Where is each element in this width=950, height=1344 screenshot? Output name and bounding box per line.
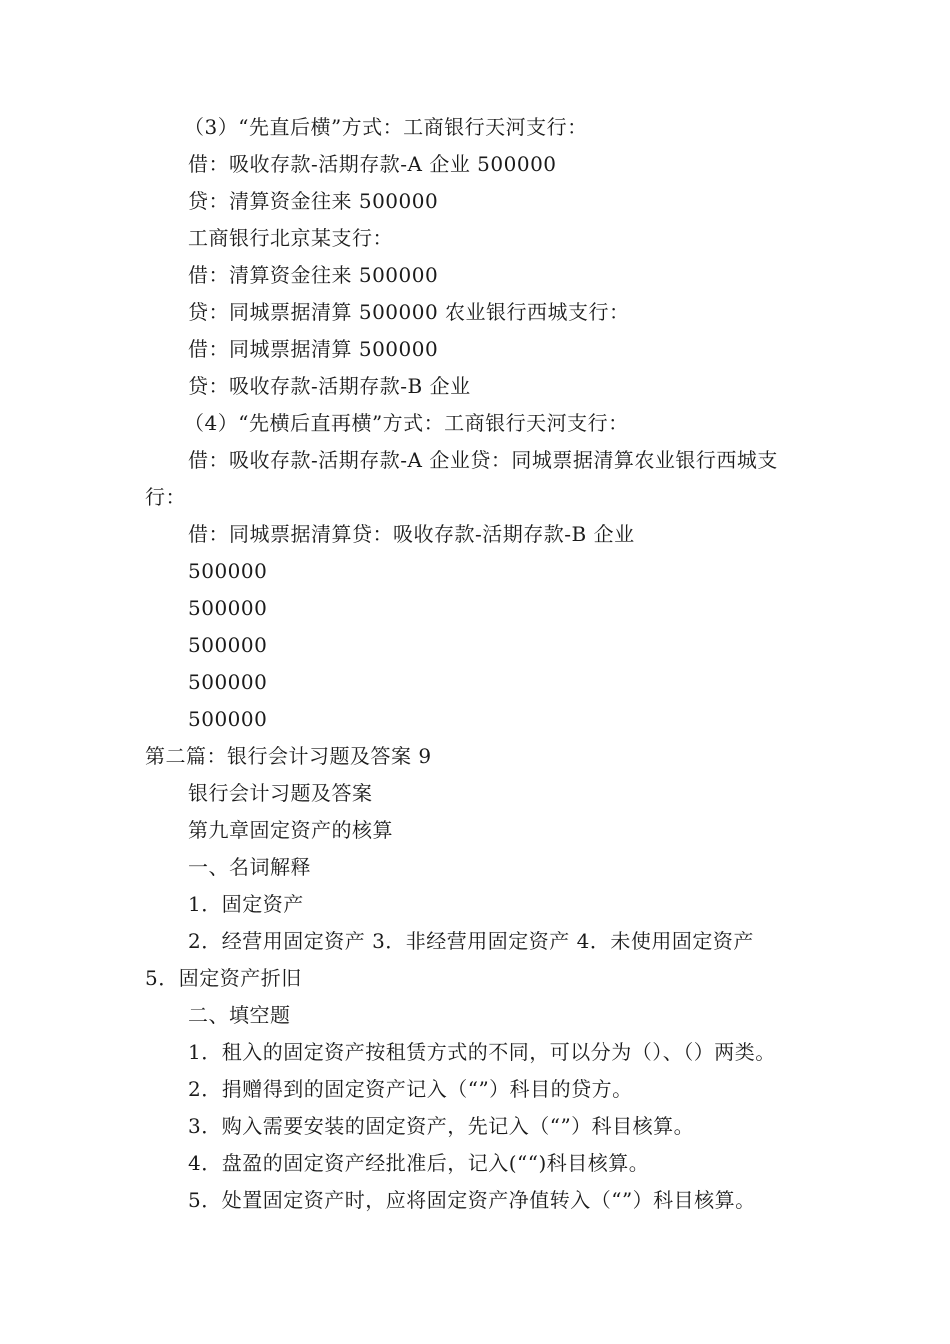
chapter-title: 第九章固定资产的核算 xyxy=(188,818,393,842)
term-item: 2．经营用固定资产 3．非经营用固定资产 4．未使用固定资产 xyxy=(188,929,754,953)
text-line-beijing-branch: 工商银行北京某支行： xyxy=(188,226,393,250)
text-line-debit-clearing: 借：清算资金往来 500000 xyxy=(188,263,439,287)
question-item: 5．处置固定资产时，应将固定资产净值转入（“”）科目核算。 xyxy=(188,1188,756,1212)
question-item: 2．捐赠得到的固定资产记入（“”）科目的贷方。 xyxy=(188,1077,633,1101)
section-heading-terms: 一、名词解释 xyxy=(188,855,311,879)
text-line-debit-credit-b: 借：同城票据清算贷：吸收存款-活期存款-B 企业 xyxy=(188,522,635,546)
text-line-debit-a-credit: 借：吸收存款-活期存款-A 企业贷：同城票据清算农业银行西城支 xyxy=(188,448,778,472)
amount-line: 500000 xyxy=(188,633,268,657)
text-line-credit-b: 贷：吸收存款-活期存款-B 企业 xyxy=(188,374,471,398)
text-line-method-4: （4）“先横后直再横”方式：工商银行天河支行： xyxy=(184,411,629,435)
amount-line: 500000 xyxy=(188,707,268,731)
text-line-credit-city-clearing: 贷：同城票据清算 500000 农业银行西城支行： xyxy=(188,300,630,324)
question-item: 1．租入的固定资产按租赁方式的不同，可以分为（）、（）两类。 xyxy=(188,1040,776,1064)
text-line-credit-clearing: 贷：清算资金往来 500000 xyxy=(188,189,439,213)
text-line-debit-a: 借：吸收存款-活期存款-A 企业 500000 xyxy=(188,152,557,176)
section-heading-fill-blank: 二、填空题 xyxy=(188,1003,291,1027)
amount-line: 500000 xyxy=(188,596,268,620)
text-line-method-3: （3）“先直后横”方式：工商银行天河支行： xyxy=(184,115,588,139)
section-title: 银行会计习题及答案 xyxy=(188,781,373,805)
amount-line: 500000 xyxy=(188,559,268,583)
text-line-continuation: 行： xyxy=(145,485,186,509)
part-heading: 第二篇：银行会计习题及答案 9 xyxy=(145,744,432,768)
term-item: 1．固定资产 xyxy=(188,892,304,916)
term-item: 5．固定资产折旧 xyxy=(145,966,302,990)
text-line-debit-city-clearing: 借：同城票据清算 500000 xyxy=(188,337,439,361)
question-item: 3．购入需要安装的固定资产，先记入（“”）科目核算。 xyxy=(188,1114,695,1138)
question-item: 4．盘盈的固定资产经批准后，记入(““)科目核算。 xyxy=(188,1151,650,1175)
amount-line: 500000 xyxy=(188,670,268,694)
